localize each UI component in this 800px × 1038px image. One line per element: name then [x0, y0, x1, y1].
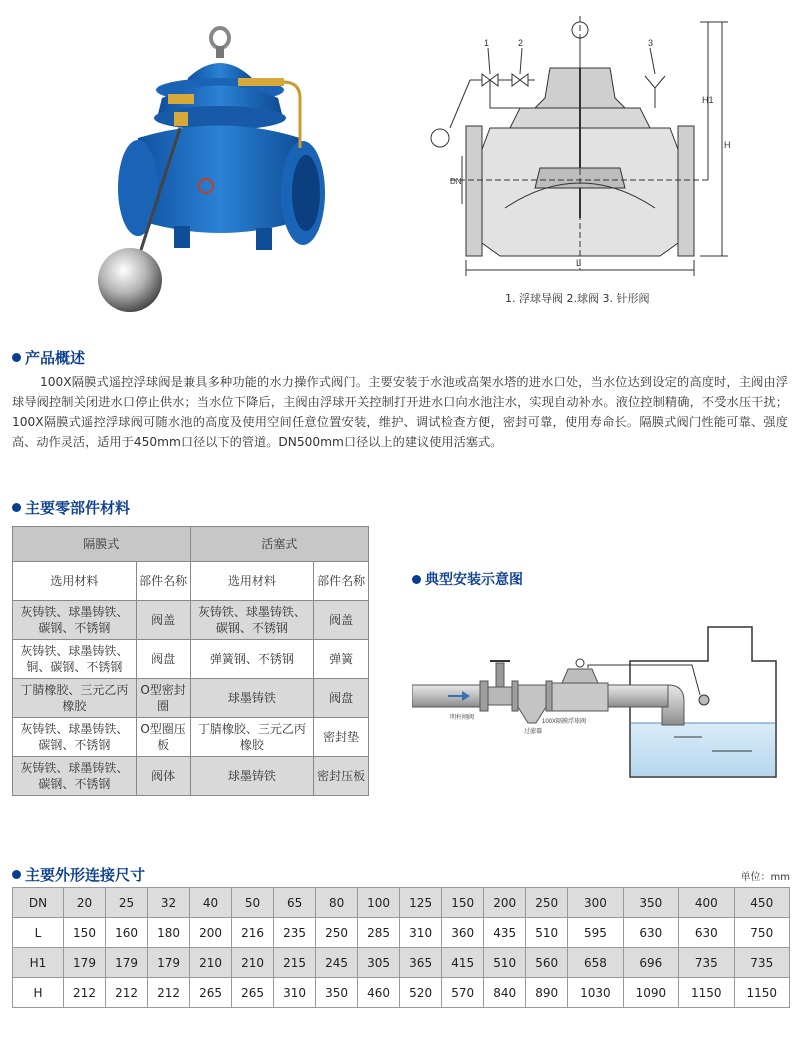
table-cell: 350	[623, 888, 678, 918]
table-cell: 460	[358, 978, 400, 1008]
table-cell: 285	[358, 918, 400, 948]
table-cell: 灰铸铁、球墨铸铁、碳钢、不锈钢	[13, 601, 137, 640]
table-cell: 216	[232, 918, 274, 948]
overview-paragraph: 100X隔膜式遥控浮球阀是兼具多种功能的水力操作式阀门。主要安装于水池或高架水塔的进水口处，当水位达到设定的高度时，主阀由浮球导阀控制关闭进水口停止供水；当水位下降后，主阀由浮球开关控制打开进水口向水池注水，实现自动补水。液位控制精确，不受水压干扰；100X隔膜式遥控浮球阀可随水池的高度及使用空间任意位置安装，维护、调试检查方便，密封可靠，使用寿命长。隔膜式阀门性能可靠、强度高、动作灵活，适用于450mm口径以下的管道。DN500mm口径以上的建议使用活塞式。	[12, 375, 788, 449]
table-cell: 305	[358, 948, 400, 978]
table-cell: 750	[734, 918, 790, 948]
unit-label: 单位：mm	[740, 872, 790, 883]
table-cell: 灰铸铁、球墨铸铁、铜、碳钢、不锈钢	[13, 640, 137, 679]
table-cell: 840	[484, 978, 526, 1008]
table-cell: 50	[232, 888, 274, 918]
table-cell: 1150	[679, 978, 734, 1008]
drawing-caption: 1. 浮球导阀 2.球阀 3. 针形阀	[505, 292, 650, 305]
table-cell: 阀体	[136, 757, 190, 796]
dim-label-dn: DN	[450, 177, 462, 186]
table-cell: 丁腈橡胶、三元乙丙橡胶	[190, 718, 314, 757]
table-cell: 450	[734, 888, 790, 918]
table-cell: 310	[400, 918, 442, 948]
table-row	[13, 601, 369, 640]
row-header: H1	[13, 948, 64, 978]
table-row	[13, 718, 369, 757]
table-cell: 65	[274, 888, 316, 918]
group-header-diaphragm: 隔膜式	[13, 527, 191, 562]
table-cell: 弹簧钢、不锈钢	[190, 640, 314, 679]
table-cell: 415	[442, 948, 484, 978]
label-filter: 过滤器	[524, 729, 543, 735]
install-title-text: 典型安装示意图	[425, 572, 523, 588]
row-header: H	[13, 978, 64, 1008]
table-cell: 灰铸铁、球墨铸铁、碳钢、不锈钢	[13, 718, 137, 757]
valve-technical-drawing	[410, 8, 740, 278]
group-header-piston: 活塞式	[190, 527, 369, 562]
table-cell: 435	[484, 918, 526, 948]
dim-label-h1: H1	[702, 95, 714, 105]
materials-title-text: 主要零部件材料	[25, 499, 131, 517]
table-cell: 179	[64, 948, 106, 978]
table-cell: 212	[148, 978, 190, 1008]
table-cell: 180	[148, 918, 190, 948]
col-header-material: 选用材料	[13, 562, 137, 601]
table-cell: 265	[190, 978, 232, 1008]
table-cell: 阀盖	[136, 601, 190, 640]
table-cell: 25	[106, 888, 148, 918]
table-cell: 179	[148, 948, 190, 978]
table-cell: 300	[568, 888, 623, 918]
table-cell: 灰铸铁、球墨铸铁、碳钢、不锈钢	[190, 601, 314, 640]
valve-photo	[78, 18, 348, 318]
bullet-icon	[12, 503, 21, 512]
table-cell: 595	[568, 918, 623, 948]
table-cell: 179	[106, 948, 148, 978]
dimensions-title	[12, 864, 145, 885]
table-cell: 245	[316, 948, 358, 978]
dim-label-h: H	[724, 140, 731, 150]
table-cell: O型圈压板	[136, 718, 190, 757]
bullet-icon	[12, 353, 21, 362]
table-cell: 365	[400, 948, 442, 978]
table-cell: 丁腈橡胶、三元乙丙橡胶	[13, 679, 137, 718]
table-cell: 210	[232, 948, 274, 978]
table-cell: 735	[734, 948, 790, 978]
row-header: DN	[13, 888, 64, 918]
install-title	[412, 569, 523, 589]
bullet-icon	[12, 870, 21, 879]
table-cell: 32	[148, 888, 190, 918]
table-cell: 212	[64, 978, 106, 1008]
table-cell: 510	[526, 918, 568, 948]
materials-title	[12, 497, 130, 518]
table-cell: 658	[568, 948, 623, 978]
install-diagram	[412, 625, 790, 785]
table-cell: 200	[190, 918, 232, 948]
table-cell: 560	[526, 948, 568, 978]
bullet-icon	[412, 575, 421, 584]
dimensions-table	[12, 887, 790, 1008]
table-cell: 密封垫	[314, 718, 369, 757]
table-row	[13, 888, 790, 918]
table-cell: 100	[358, 888, 400, 918]
table-cell: 阀盘	[314, 679, 369, 718]
table-cell: O型密封圈	[136, 679, 190, 718]
table-cell: 215	[274, 948, 316, 978]
table-cell: 360	[442, 918, 484, 948]
table-row	[13, 948, 790, 978]
table-cell: 弹簧	[314, 640, 369, 679]
table-cell: 150	[442, 888, 484, 918]
table-cell: 灰铸铁、球墨铸铁、碳钢、不锈钢	[13, 757, 137, 796]
table-cell: 630	[623, 918, 678, 948]
table-cell: 630	[679, 918, 734, 948]
table-cell: 570	[442, 978, 484, 1008]
col-header-material: 选用材料	[190, 562, 314, 601]
table-cell: 150	[64, 918, 106, 948]
table-row	[13, 978, 790, 1008]
label-float-valve: 100X隔膜浮球阀	[542, 719, 587, 725]
table-cell: 20	[64, 888, 106, 918]
col-header-part: 部件名称	[136, 562, 190, 601]
table-cell: 735	[679, 948, 734, 978]
table-cell: 265	[232, 978, 274, 1008]
table-row	[13, 640, 369, 679]
callout-2: 2	[518, 38, 524, 48]
overview-title	[12, 347, 85, 368]
table-cell: 球墨铸铁	[190, 679, 314, 718]
table-row	[13, 757, 369, 796]
table-cell: 阀盘	[136, 640, 190, 679]
table-cell: 210	[190, 948, 232, 978]
table-row	[13, 679, 369, 718]
table-cell: 125	[400, 888, 442, 918]
table-cell: 1150	[734, 978, 790, 1008]
callout-3: 3	[648, 38, 654, 48]
table-cell: 球墨铸铁	[190, 757, 314, 796]
label-gate-valve: 明杆闸阀	[450, 715, 475, 721]
callout-1: 1	[484, 38, 490, 48]
materials-table	[12, 526, 369, 796]
row-header: L	[13, 918, 64, 948]
table-cell: 阀盖	[314, 601, 369, 640]
table-cell: 510	[484, 948, 526, 978]
table-cell: 350	[316, 978, 358, 1008]
table-cell: 250	[526, 888, 568, 918]
table-cell: 400	[679, 888, 734, 918]
table-cell: 160	[106, 918, 148, 948]
table-cell: 212	[106, 978, 148, 1008]
table-cell: 1030	[568, 978, 623, 1008]
table-cell: 696	[623, 948, 678, 978]
overview-title-text: 产品概述	[25, 349, 86, 367]
table-cell: 890	[526, 978, 568, 1008]
dim-label-l: L	[576, 258, 582, 268]
table-cell: 250	[316, 918, 358, 948]
table-cell: 40	[190, 888, 232, 918]
dimensions-title-text: 主要外形连接尺寸	[25, 866, 146, 884]
table-cell: 200	[484, 888, 526, 918]
table-row	[13, 918, 790, 948]
table-cell: 密封压板	[314, 757, 369, 796]
table-cell: 1090	[623, 978, 678, 1008]
table-cell: 520	[400, 978, 442, 1008]
table-cell: 310	[274, 978, 316, 1008]
col-header-part: 部件名称	[314, 562, 369, 601]
table-cell: 235	[274, 918, 316, 948]
table-cell: 80	[316, 888, 358, 918]
